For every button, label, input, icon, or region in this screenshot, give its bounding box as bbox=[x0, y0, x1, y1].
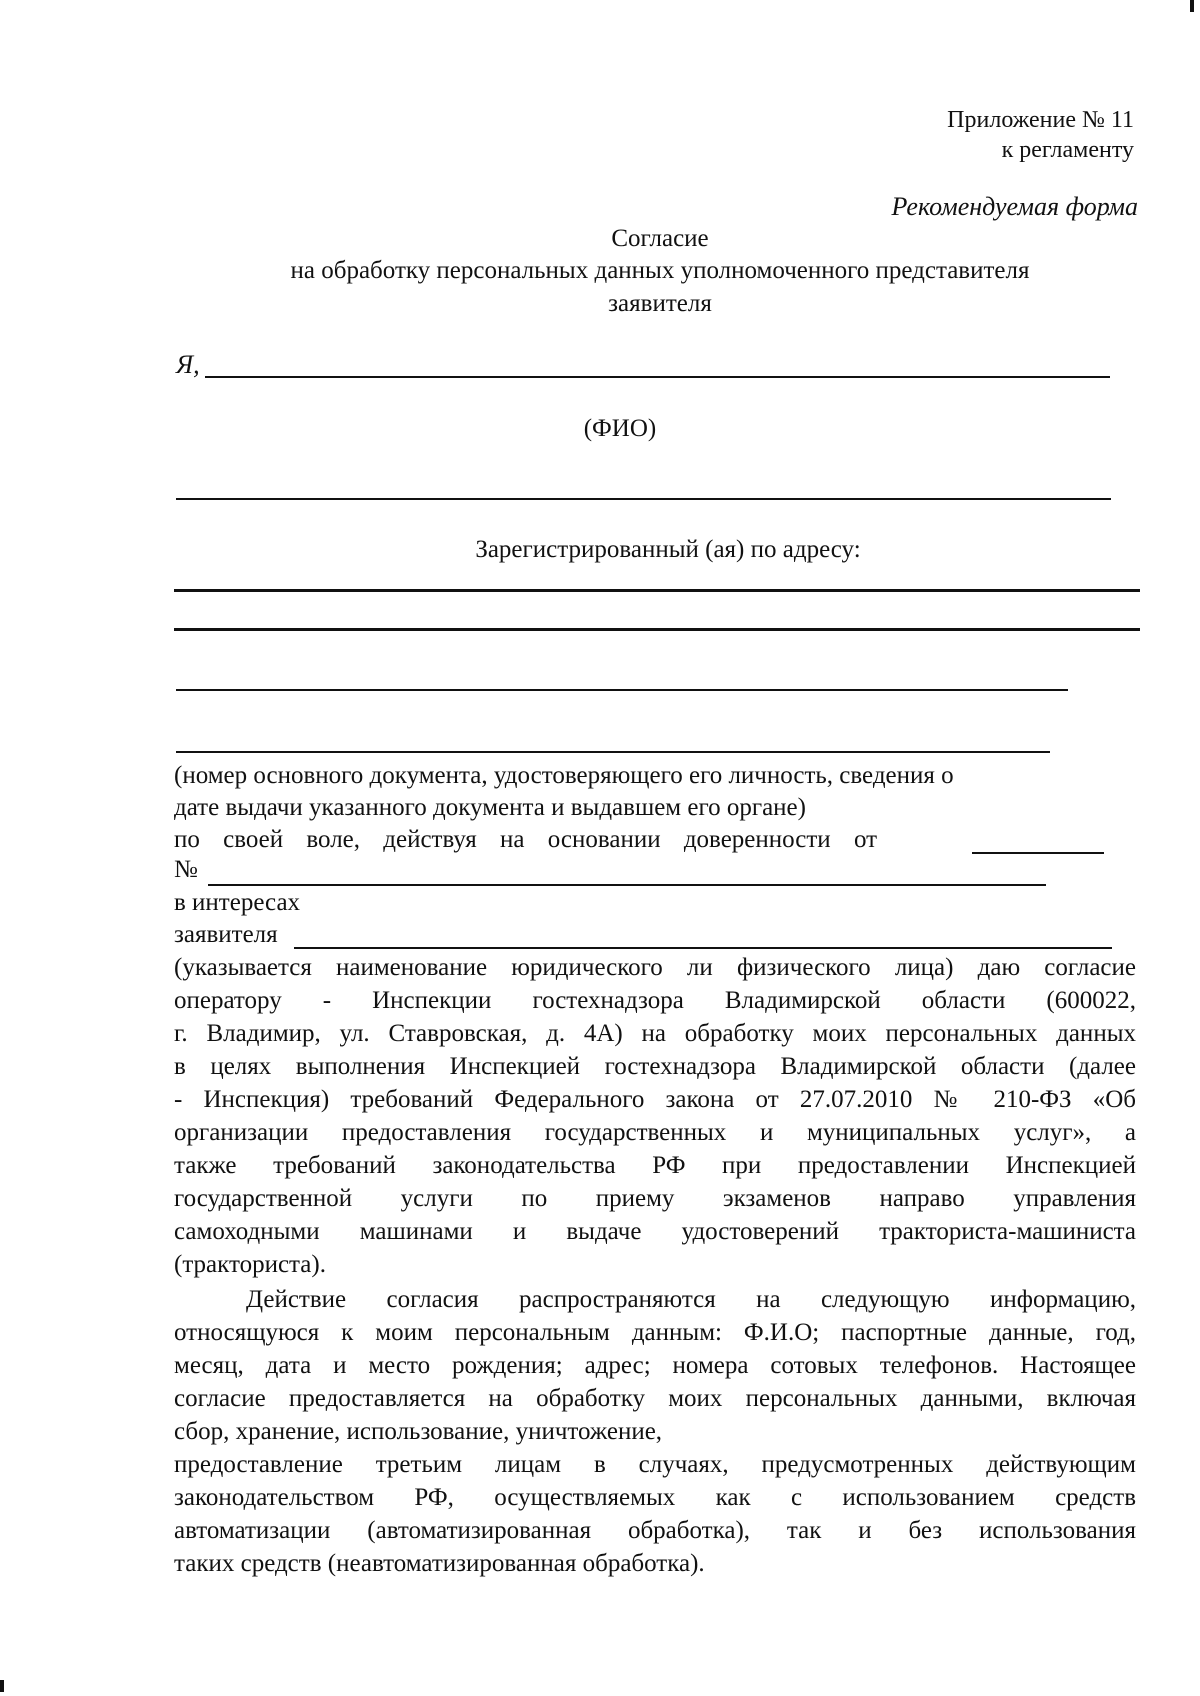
address-input-line-3[interactable] bbox=[176, 689, 1068, 691]
consent-paragraph-2 bbox=[174, 1283, 1136, 1448]
i-label: Я, bbox=[176, 350, 200, 379]
scan-corner-mark bbox=[0, 1680, 4, 1692]
body-line: организации предоставления государственных и муниципальных услуг», а bbox=[174, 1119, 1136, 1146]
body-line: оператору - Инспекции гостехнадзора Владимирской области (600022, bbox=[174, 987, 1136, 1014]
document-title: Согласие bbox=[611, 225, 709, 252]
body-line: месяц, дата и место рождения; адрес; номера сотовых телефонов. Настоящее bbox=[174, 1352, 1136, 1379]
body-line: государственной услуги по приему экзаменов направо управления bbox=[174, 1185, 1136, 1212]
body-line: согласие предоставляется на обработку моих персональных данными, включая bbox=[174, 1385, 1136, 1412]
address-input-line-1[interactable] bbox=[174, 589, 1140, 592]
fio-caption: (ФИО) bbox=[583, 415, 657, 442]
address-input-line-2[interactable] bbox=[174, 628, 1140, 631]
recommended-form-label: Рекомендуемая форма bbox=[891, 192, 1138, 221]
body-line: г. Владимир, ул. Ставровская, д. 4А) на обработку моих персональных данных bbox=[174, 1020, 1136, 1047]
body-line: законодательством РФ, осуществляемых как с использованием средств bbox=[174, 1484, 1136, 1511]
consent-paragraph-1 bbox=[174, 951, 1136, 1281]
appendix-number: Приложение № 11 bbox=[947, 107, 1134, 133]
body-line: Действие согласия распространяются на следующую информацию, bbox=[246, 1286, 1136, 1313]
proxy-number-line[interactable] bbox=[208, 884, 1046, 886]
document-caption-line-1: (номер основного документа, удостоверяющего его личность, сведения о bbox=[174, 762, 954, 789]
address-label: Зарегистрированный (ая) по адресу: bbox=[475, 536, 861, 563]
body-line: - Инспекция) требований Федерального закона от 27.07.2010 № 210-ФЗ «Об bbox=[174, 1086, 1136, 1113]
fio-input-line[interactable] bbox=[205, 376, 1110, 378]
consent-paragraph-3 bbox=[174, 1448, 1136, 1580]
body-line: (указывается наименование юридического ли физического лица) даю согласие bbox=[174, 954, 1136, 981]
proxy-date-line[interactable] bbox=[972, 852, 1104, 854]
document-subtitle-cont: заявителя bbox=[608, 290, 712, 317]
to-regulation-text: к регламенту bbox=[1001, 137, 1134, 163]
applicant-name-line[interactable] bbox=[294, 947, 1112, 949]
body-line: относящуюся к моим персональным данным: Ф.И.О; паспортные данные, год, bbox=[174, 1319, 1136, 1346]
body-line: предоставление третьим лицам в случаях, предусмотренных действующим bbox=[174, 1451, 1136, 1478]
document-input-line[interactable] bbox=[176, 751, 1050, 753]
body-line: сбор, хранение, использование, уничтожение, bbox=[174, 1418, 663, 1445]
applicant-label: заявителя bbox=[174, 921, 278, 948]
body-line: в целях выполнения Инспекцией гостехнадзора Владимирской области (далее bbox=[174, 1053, 1136, 1080]
document-subtitle: на обработку персональных данных уполномоченного представителя bbox=[290, 257, 1030, 284]
document-caption-line-2: дате выдачи указанного документа и выдавшем его органе) bbox=[174, 794, 806, 821]
fio-input-line-2[interactable] bbox=[176, 498, 1111, 500]
body-line: самоходными машинами и выдаче удостоверений тракториста-машиниста bbox=[174, 1218, 1136, 1245]
body-line: также требований законодательства РФ при предоставлении Инспекцией bbox=[174, 1152, 1136, 1179]
proxy-text: по своей воле, действуя на основании доверенности от bbox=[174, 826, 878, 853]
interests-label: в интересах bbox=[174, 889, 301, 916]
scan-corner-mark bbox=[1190, 0, 1194, 12]
body-line: автоматизации (автоматизированная обработка), так и без использования bbox=[174, 1517, 1136, 1544]
body-line: (тракториста). bbox=[174, 1251, 326, 1278]
number-label: № bbox=[174, 856, 198, 883]
body-line: таких средств (неавтоматизированная обработка). bbox=[174, 1550, 705, 1577]
